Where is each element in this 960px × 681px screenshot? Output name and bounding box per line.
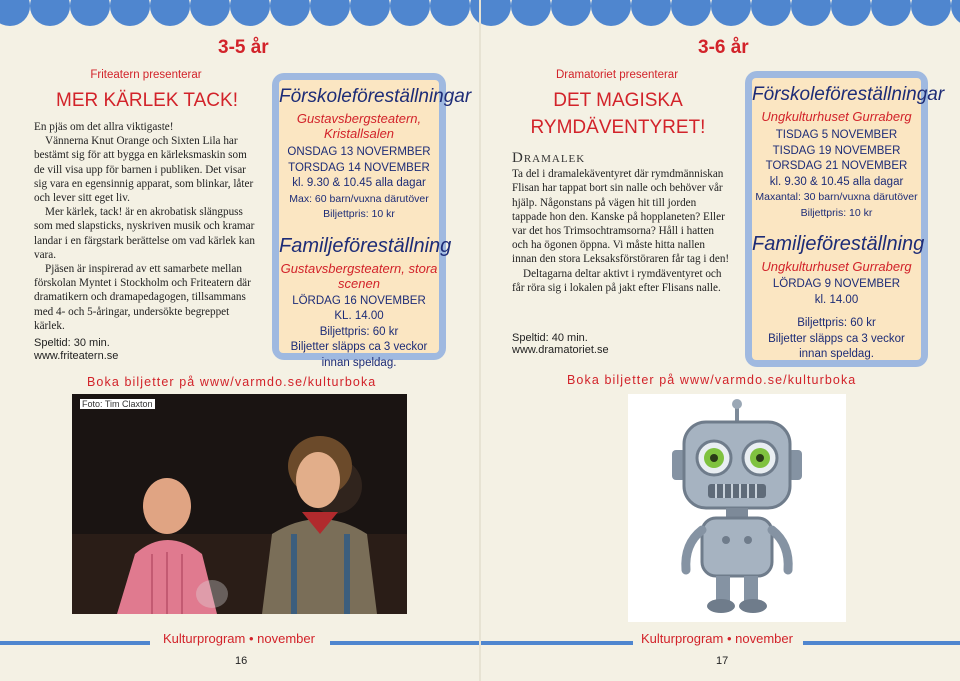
description — [34, 120, 258, 333]
family-date: LÖRDAG 9 NOVEMBER — [772, 278, 901, 290]
price-line: Biljettpris: 10 kr — [800, 206, 873, 219]
scallop-border — [481, 0, 960, 26]
scallop — [110, 0, 150, 26]
scallop — [430, 0, 470, 26]
family-price: Biljettpris: 60 kr — [319, 325, 399, 338]
schedule-panel-inner — [752, 78, 945, 360]
scallop — [711, 0, 751, 26]
presenter-line: Friteatern presenterar — [90, 69, 202, 81]
scallop — [350, 0, 390, 26]
date-line: TISDAG 5 NOVEMBER — [775, 129, 898, 141]
description — [512, 151, 732, 295]
show-title: MER KÄRLEK TACK! — [56, 90, 238, 111]
page-number: 17 — [716, 655, 729, 667]
capacity-line: Maxantal: 30 barn/vuxna därutöver — [755, 191, 918, 203]
left-page — [0, 0, 479, 681]
footer-bar — [0, 641, 150, 645]
scallop — [551, 0, 591, 26]
scallop — [310, 0, 350, 26]
scallop — [871, 0, 911, 26]
scallop — [390, 0, 430, 26]
photo-credit: Foto: Tim Claxton — [82, 399, 153, 409]
time-line: kl. 9.30 & 10.45 alla dagar — [769, 175, 904, 188]
paragraph: Pjäsen är inspirerad av ett samarbete mellan förskolan Myntet i Stockholm och Friteatern där dramatikern och dramapedagogen, tillsammans med 4- och 5-åringar, undersökte begreppet kärlek. — [34, 263, 251, 332]
panel-heading: Förskoleföreställningar — [279, 86, 472, 107]
scallop — [481, 0, 511, 26]
scallop — [671, 0, 711, 26]
scallop — [751, 0, 791, 26]
date-line: TORSDAG 14 NOVEMBER — [288, 161, 430, 174]
right-page — [481, 0, 960, 681]
presenter-line: Dramatoriet presenterar — [555, 69, 679, 81]
scallop — [270, 0, 310, 26]
scallop — [831, 0, 871, 26]
date-line: TISDAG 19 NOVEMBER — [772, 144, 901, 157]
paragraph: En pjäs om det allra viktigaste! — [34, 121, 174, 133]
performer-photo-art — [72, 394, 407, 614]
release-line: Biljetter släpps ca 3 veckor — [768, 332, 905, 345]
family-time: KL. 14.00 — [334, 310, 384, 322]
footer-bar — [330, 641, 479, 645]
schedule-panel — [272, 73, 472, 369]
family-time: kl. 14.00 — [814, 293, 859, 306]
scallop — [631, 0, 671, 26]
date-line: ONSDAG 13 NOVERMBER — [287, 146, 431, 158]
age-label: 3-5 år — [218, 37, 269, 58]
scallop — [0, 0, 30, 26]
scallop — [190, 0, 230, 26]
price-line: Biljettpris: 10 kr — [323, 208, 395, 220]
family-venue: Gustavsbergsteatern, stora scenen — [280, 260, 438, 291]
time-line: kl. 9.30 & 10.45 alla dagar — [292, 177, 426, 189]
show-title: DET MAGISKA — [553, 90, 683, 111]
scallop — [511, 0, 551, 26]
schedule-panel — [745, 71, 945, 367]
footer-label: Kulturprogram • november — [163, 631, 315, 646]
paragraph: Ta del i dramalekäventyret där rymdmänniskan Flisan har tappat bort sin nalle och behöver vår hjälp. Någonstans på vägen hit till jorden tappade hon den. Kanske på hopplaneten? Eller var det hos Trimsochtramsorna? Håll i hatten och ha ögonen öppna. Vi måste hitta nallen innan den stora Leksaksförstöraren får tag i den! — [512, 168, 730, 266]
robot-icon — [628, 394, 846, 622]
panel-venue: Gustavsbergsteatern, Kristallsalen — [296, 111, 422, 141]
company-name: Dramalek — [512, 150, 586, 166]
duration: Speltid: 40 min. — [512, 332, 588, 344]
release-line: innan speldag. — [799, 348, 874, 360]
family-price: Biljettpris: 60 kr — [797, 317, 876, 329]
panel-venue: Ungkulturhuset Gurraberg — [761, 109, 912, 124]
scallop — [30, 0, 70, 26]
performer-photo — [72, 394, 407, 614]
scallop — [911, 0, 951, 26]
page-number: 16 — [235, 655, 248, 667]
booking-link[interactable]: Boka biljetter på www/varmdo.se/kulturboka — [567, 373, 857, 387]
show-title: RYMDÄVENTYRET! — [530, 117, 706, 138]
website-link[interactable]: www.friteatern.se — [34, 350, 119, 362]
scallop — [150, 0, 190, 26]
scallop — [230, 0, 270, 26]
footer-bar — [481, 641, 633, 645]
scallop — [470, 0, 479, 26]
family-heading: Familjeföreställning — [279, 234, 452, 257]
scallop — [791, 0, 831, 26]
family-date: LÖRDAG 16 NOVEMBER — [292, 294, 426, 307]
paragraph: Mer kärlek, tack! är en akrobatisk slängpuss som med slapsticks, nyskriven musik och kramar landar i en färgstark berättelse om vad kärlek kan vara. — [34, 206, 255, 261]
schedule-panel-inner — [279, 80, 472, 369]
family-venue: Ungkulturhuset Gurraberg — [761, 259, 912, 274]
website-link[interactable]: www.dramatoriet.se — [512, 344, 609, 356]
release-line: Biljetter släpps ca 3 veckor — [290, 341, 428, 353]
scallop-border — [0, 0, 479, 26]
capacity-line: Max: 60 barn/vuxna därutöver — [289, 192, 429, 205]
age-label: 3-6 år — [698, 37, 749, 58]
paragraph: Vännerna Knut Orange och Sixten Lila har bestämt sig för att bygga en kärleksmaskin som de vill visa upp för barnen i publiken. Det visar sig vara en egensinnig apparat, som blinkar, låter och lever sitt eget liv. — [34, 135, 254, 205]
family-heading: Familjeföreställning — [752, 233, 925, 255]
paragraph: Deltagarna deltar aktivt i rymdäventyret och får röra sig i lokalen på jakt efter Flisans nalle. — [512, 267, 722, 294]
footer-bar — [803, 641, 960, 645]
footer-label: Kulturprogram • november — [641, 631, 793, 646]
booking-link[interactable]: Boka biljetter på www/varmdo.se/kulturboka — [87, 375, 377, 389]
scallop — [591, 0, 631, 26]
panel-heading: Förskoleföreställningar — [752, 84, 945, 105]
date-line: TORSDAG 21 NOVEMBER — [765, 160, 908, 172]
scallop — [951, 0, 960, 26]
release-line: innan speldag. — [321, 356, 397, 369]
robot-illustration — [628, 394, 846, 622]
scallop — [70, 0, 110, 26]
duration: Speltid: 30 min. — [34, 337, 110, 349]
